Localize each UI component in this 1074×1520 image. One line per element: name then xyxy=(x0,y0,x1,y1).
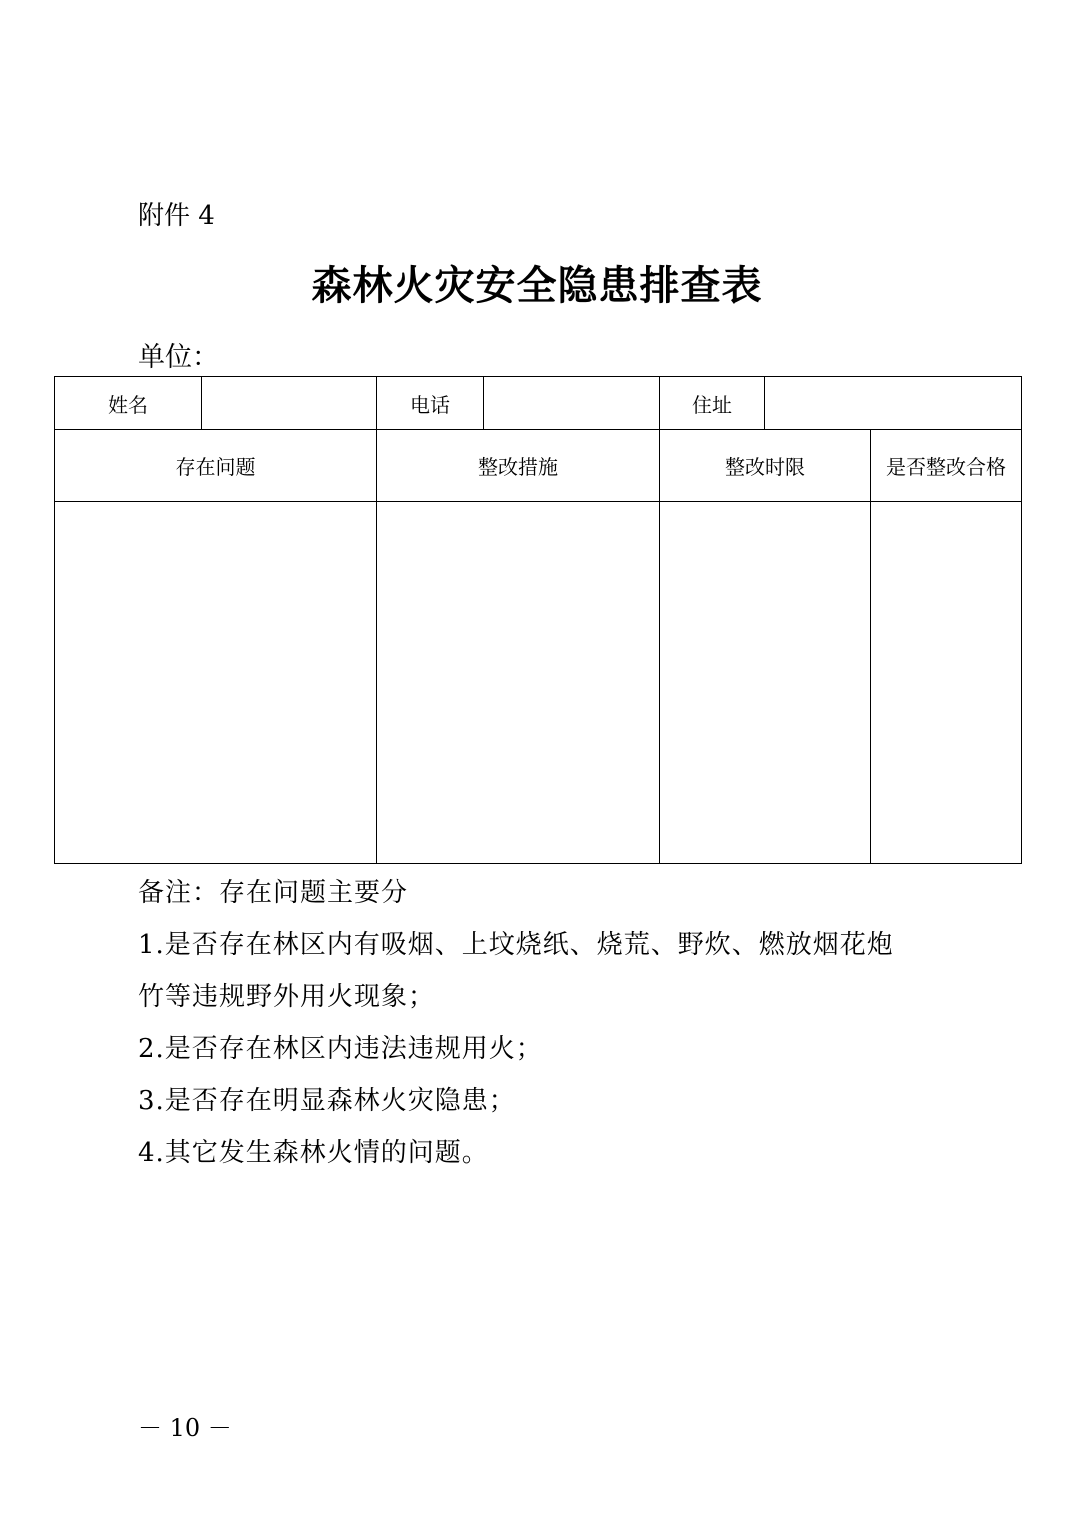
address-field[interactable] xyxy=(765,377,1022,430)
header-existing-problems: 存在问题 xyxy=(55,430,377,502)
phone-label: 电话 xyxy=(377,377,484,430)
rectification-qualified-cell[interactable] xyxy=(871,502,1022,864)
entry-row xyxy=(55,502,1022,864)
page-number: － 10 － xyxy=(138,1414,232,1442)
note-item: 4.其它发生森林火情的问题。 xyxy=(138,1138,489,1168)
rectification-deadline-cell[interactable] xyxy=(660,502,871,864)
phone-field[interactable] xyxy=(484,377,660,430)
rectification-measures-cell[interactable] xyxy=(377,502,660,864)
notes-intro-line xyxy=(138,872,894,924)
note-item: 1.是否存在林区内有吸烟、上坟烧纸、烧荒、野炊、燃放烟花炮 xyxy=(138,930,894,960)
note-item: 竹等违规野外用火现象； xyxy=(138,982,436,1012)
name-label: 姓名 xyxy=(55,377,202,430)
info-row xyxy=(55,377,1022,430)
notes-lead: 备注： xyxy=(138,878,220,908)
attachment-label: 附件 4 xyxy=(138,201,215,231)
header-row xyxy=(55,430,1022,502)
note-item: 3.是否存在明显森林火灾隐患； xyxy=(138,1086,516,1116)
notes-section xyxy=(138,872,894,1184)
hazard-inspection-table xyxy=(54,376,1022,864)
header-rectification-deadline: 整改时限 xyxy=(660,430,871,502)
notes-intro: 存在问题主要分 xyxy=(219,878,409,908)
header-rectification-measures: 整改措施 xyxy=(377,430,660,502)
page-title: 森林火灾安全隐患排查表 xyxy=(311,263,763,309)
note-item: 2.是否存在林区内违法违规用火； xyxy=(138,1034,543,1064)
address-label: 住址 xyxy=(660,377,765,430)
existing-problems-cell[interactable] xyxy=(55,502,377,864)
unit-label: 单位： xyxy=(138,342,219,373)
header-rectification-qualified: 是否整改合格 xyxy=(871,430,1022,502)
name-field[interactable] xyxy=(202,377,377,430)
